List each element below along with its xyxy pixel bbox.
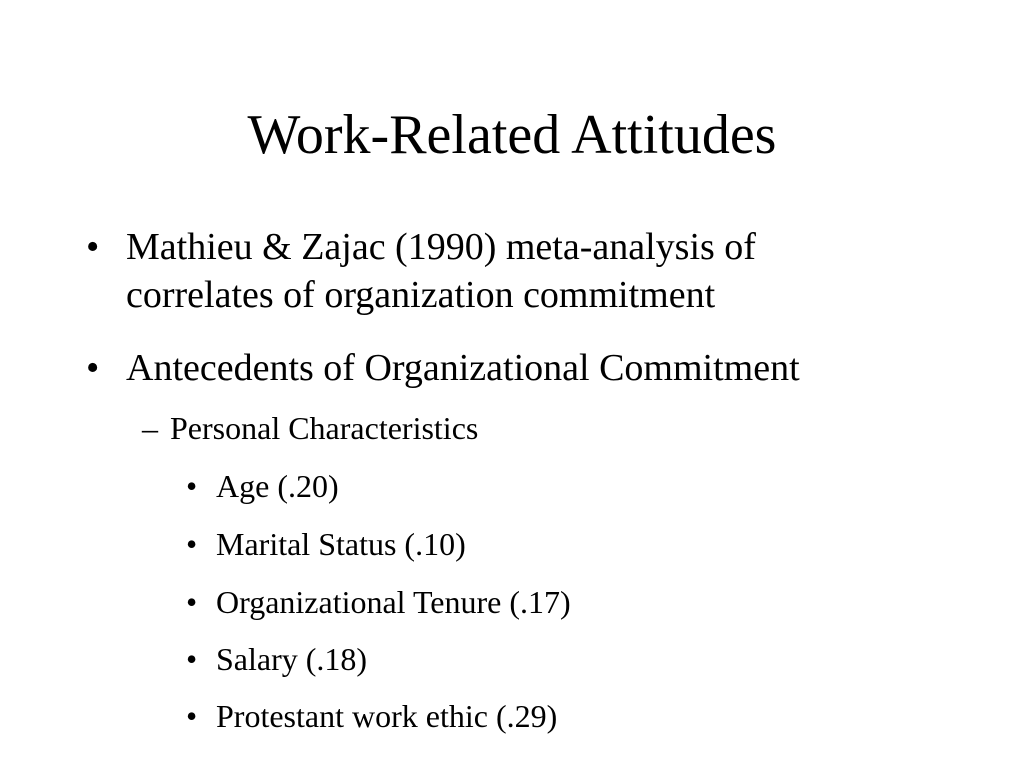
bullet-text [126,223,986,319]
bullet-text [126,344,986,392]
sub-sub-bullet-text: Age (.20) [216,468,339,504]
bullet-marker: • [186,526,198,562]
dash-marker: – [142,410,158,446]
bullet-marker: • [186,641,198,677]
bullet-line: correlates of organization commitment [126,274,716,316]
bullet-line: Antecedents of Organizational Commitment [126,347,800,389]
bullet-marker: • [186,698,198,734]
sub-sub-bullet-text: Organizational Tenure (.17) [216,584,571,620]
bullet-marker: • [186,584,198,620]
sub-sub-bullet-text: Protestant work ethic (.29) [216,698,558,734]
sub-bullet-text: Personal Characteristics [170,410,479,446]
bullet-line: Mathieu & Zajac (1990) meta-analysis of [126,226,756,268]
sub-sub-bullet-text: Marital Status (.10) [216,526,466,562]
bullet-marker: • [86,347,100,389]
bullet-marker: • [86,226,100,268]
slide-title: Work-Related Attitudes [247,104,777,166]
bullet-marker: • [186,468,198,504]
sub-sub-bullet-text: Salary (.18) [216,641,368,677]
